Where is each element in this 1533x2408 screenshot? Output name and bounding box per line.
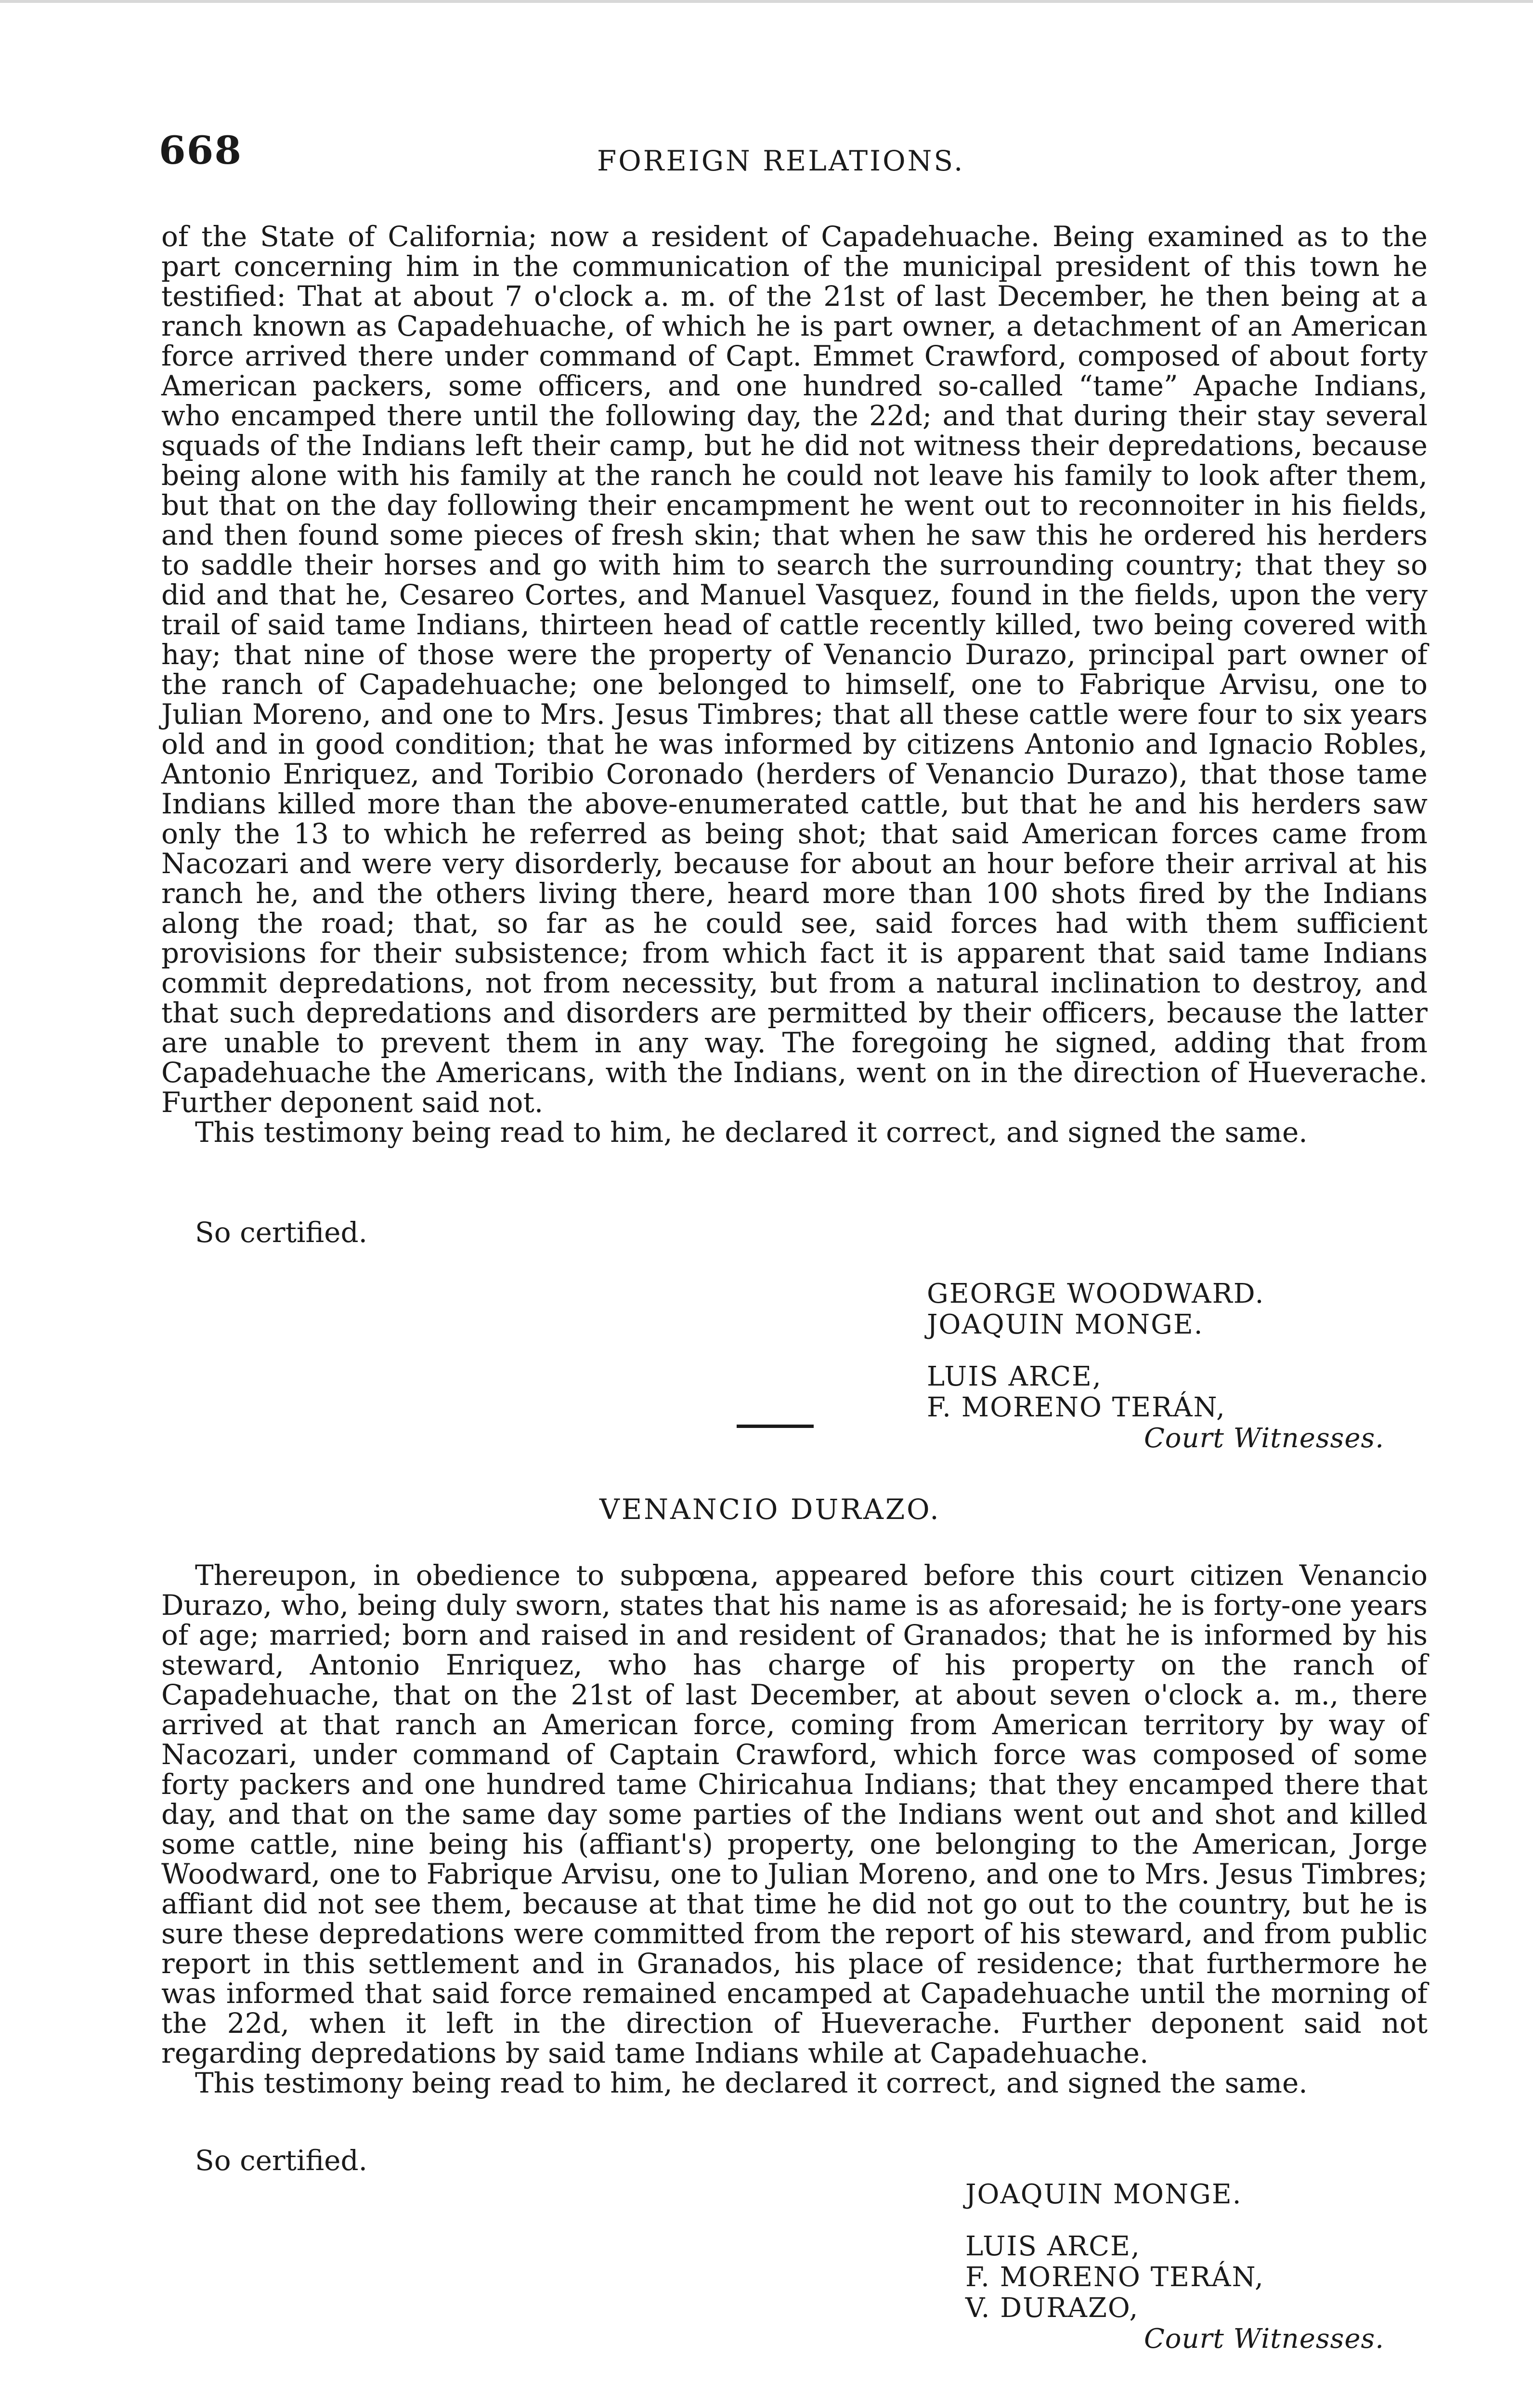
signatory-name: GEORGE WOODWARD. — [927, 1278, 1265, 1309]
testimony-1-text — [161, 222, 1428, 1147]
testimony-2-certified: So certified. — [195, 2144, 368, 2177]
witness-role-label: Court Witnesses. — [1143, 2323, 1384, 2355]
witness-name: F. MORENO TERÁN, — [965, 2262, 1264, 2293]
section-heading: VENANCIO DURAZO. — [599, 1493, 941, 1526]
testimony-2-signatures — [965, 2179, 1384, 2355]
testimony-1-read-statement: This testimony being read to him, he declared it correct, and signed the same. — [195, 1116, 1308, 1149]
page-number: 668 — [159, 128, 242, 173]
running-head: FOREIGN RELATIONS. — [597, 144, 965, 177]
signatory-name: JOAQUIN MONGE. — [927, 1309, 1204, 1340]
testimony-2-read-statement: This testimony being read to him, he declared it correct, and signed the same. — [195, 2067, 1308, 2099]
testimony-1-body: of the State of California; now a resident of Capadehuache. Being examined as to the part concerning him in the communication of the municipal president of this town he testified: That at about 7 o'clock a. m. of the 21st of last December, he then being at a ranch known as Capadehuache, of which he is part owner, a detachment of an American force arrived there under command of Capt. Emmet Crawford, composed of about forty American packers, some officers, and one hundred so-called “tame” Apache Indians, who encamped there until the following day, the 22d; and that during their stay several squads of the Indians left their camp, but he did not witness their depredations, because being alone with his family at the ranch he could not leave his family to look after them, but that on the day following their encampment he went out to reconnoiter in his fields, and then found some pieces of fresh skin; that when he saw this he ordered his herders to saddle their horses and go with him to search the surrounding country; that they so did and that he, Cesareo Cortes, and Manuel Vasquez, found in the fields, upon the very trail of said tame Indians, thirteen head of cattle recently killed, two being covered with hay; that nine of those were the property of Venancio Durazo, principal part owner of the ranch of Capadehuache; one belonged to himself, one to Fabrique Arvisu, one to Julian Moreno, and one to Mrs. Jesus Timbres; that all these cattle were four to six years old and in good condition; that he was informed by citizens Antonio and Ignacio Robles, Antonio Enriquez, and Toribio Coronado (herders of Venancio Durazo), that those tame Indians killed more than the above-enumerated cattle, but that he and his herders saw only the 13 to which he referred as being shot; that said American forces came from Nacozari and were very disorderly, because for about an hour before their arrival at his ranch he, and the others living there, heard more than 100 shots fired by the Indians along the road; that, so far as he could see, said forces had with them sufficient provisions for their subsistence; from which fact it is apparent that said tame Indians commit depredations, not from necessity, but from a natural inclination to destroy, and that such depredations and disorders are permitted by their officers, because the latter are unable to prevent them in any way. The foregoing he signed, adding that from Capadehuache the Americans, with the Indians, went on in the direction of Hueverache. Further deponent said not. — [161, 220, 1428, 1119]
witness-name: F. MORENO TERÁN, — [927, 1392, 1226, 1423]
signatory-name: JOAQUIN MONGE. — [965, 2179, 1242, 2210]
testimony-2-text — [161, 1560, 1428, 2098]
testimony-1-certified: So certified. — [195, 1216, 368, 1249]
page-top-edge — [0, 0, 1533, 3]
testimony-2-body: Thereupon, in obedience to subpœna, appeared before this court citizen Venancio Durazo, who, being duly sworn, states that his name is as aforesaid; he is forty-one years of age; married; born and raised in and resident of Granados; that he is informed by his steward, Antonio Enriquez, who has charge of his property on the ranch of Capadehuache, that on the 21st of last December, at about seven o'clock a. m., there arrived at that ranch an American force, coming from American territory by way of Nacozari, under command of Captain Crawford, which force was composed of some forty packers and one hundred tame Chiricahua Indians; that they encamped there that day, and that on the same day some parties of the Indians went out and shot and killed some cattle, nine being his (affiant's) property, one belonging to the American, Jorge Woodward, one to Fabrique Arvisu, one to Julian Moreno, and one to Mrs. Jesus Timbres; affiant did not see them, because at that time he did not go out to the country, but he is sure these depredations were committed from the report of his steward, and from public report in this settlement and in Granados, his place of residence; that furthermore he was informed that said force remained encamped at Capadehuache until the morning of the 22d, when it left in the direction of Hueverache. Further deponent said not regarding depredations by said tame Indians while at Capadehuache. — [161, 1559, 1428, 2069]
testimony-1-signatures — [927, 1279, 1384, 1454]
witness-name: LUIS ARCE, — [927, 1361, 1102, 1392]
witness-role-label: Court Witnesses. — [1143, 1423, 1384, 1454]
witness-name: V. DURAZO, — [965, 2292, 1139, 2324]
witness-name: LUIS ARCE, — [965, 2231, 1141, 2262]
section-divider — [737, 1425, 814, 1428]
